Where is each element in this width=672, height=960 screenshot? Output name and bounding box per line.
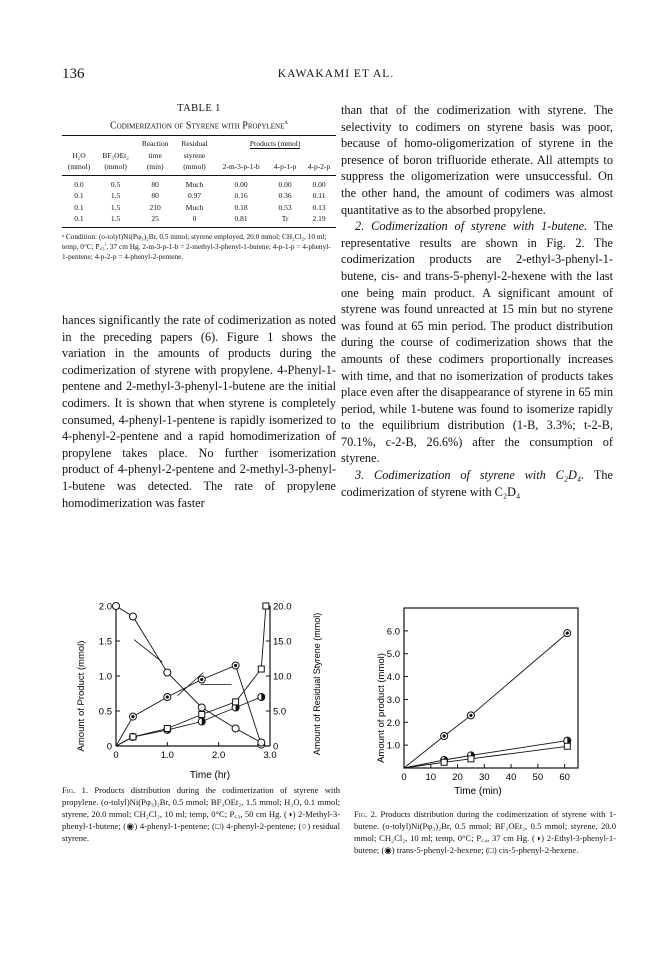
table-grid xyxy=(62,135,336,228)
section-3-heading: 3. Codimerization of styrene with C₂D₄. xyxy=(355,468,585,483)
running-head: KAWAKAMI ET AL. xyxy=(277,68,395,80)
fig2-x-tick-label: 20 xyxy=(452,772,463,783)
fig2-caption-text: Products distribution during the codimerization of styrene with 1-butene. (o-tolyl)Ni(Pφ₃)₂Br, 0.5 mmol; BF₃OEt₂, 0.5 mmol; styrene, 20.0 mmol; CH₂Cl₂, 10 ml; temp, 0°C; P꜀₄, 37 cm Hg. (◑) 2-Ethyl-3-phenyl-1-butene; (◉) trans-5-phenyl-2-hexene; (□) cis-5-phenyl-2-hexene. xyxy=(354,809,616,855)
marker-center xyxy=(166,695,169,698)
fig2-data-point xyxy=(468,756,474,762)
fig2-y-tick-label: 2.0 xyxy=(386,717,400,729)
th-styrene-unit: (mmol) xyxy=(175,161,214,175)
marker-center xyxy=(200,678,203,681)
fig1-y2-tick-label: 5.0 xyxy=(273,706,287,718)
marker-center xyxy=(234,664,237,667)
th-bf3: BF₃OEt₂ xyxy=(102,150,129,160)
fig2-data-point xyxy=(467,712,474,719)
table-caption xyxy=(62,116,336,132)
fig1-y-tick-label: 1.0 xyxy=(98,671,112,683)
fig1-data-point xyxy=(233,699,239,705)
marker-center xyxy=(469,714,472,717)
th-products xyxy=(214,136,336,150)
table-1 xyxy=(62,102,336,262)
figure-2-chart xyxy=(354,598,616,798)
fig1-data-point xyxy=(198,676,205,683)
fig2-y-tick-label: 3.0 xyxy=(386,694,400,706)
fig2-data-point xyxy=(441,759,447,765)
fig1-x-tick-label: 3.0 xyxy=(263,750,277,761)
figure-2-caption xyxy=(354,808,616,856)
fig2-x-tick-label: 0 xyxy=(401,772,407,783)
fig1-data-point xyxy=(164,726,170,732)
fig1-y2-tick-label: 10.0 xyxy=(273,671,292,683)
right-paragraph-1: than that of the codimerization with styrene. The selectivity to codimers on styrene basis was poor, because of homo-oligomerization of styrene in the presence of boron trifluoride etherate. All attempts to suppress the oligomerization were unsuccessful. On the other hand, the amount of codimers was almost quantitative as to the absorbed propylene. xyxy=(341,103,613,217)
page-number: 136 xyxy=(62,66,85,82)
fig1-y-tick-label: 0 xyxy=(106,741,112,753)
fig1-data-point xyxy=(198,704,205,711)
fig1-y2-tick-label: 0 xyxy=(273,741,279,753)
marker-center xyxy=(131,715,134,718)
fig1-y2-tick-label: 20.0 xyxy=(273,601,292,613)
fig2-y-tick-label: 4.0 xyxy=(386,672,400,684)
fig1-data-point xyxy=(263,603,269,609)
th-styrene: styrene xyxy=(183,150,206,160)
section-2-body: The representative results are shown in Fig. 2. The codimerization products are 2-ethyl-3-phenyl-1-butene, cis- and trans-5-phenyl-2-hexene with the last one being main product. A significant amount of styrene was found unreacted at 15 min but no styrene was found at 65 min period. The product distribution during the course of codimerization shows that the amounts of these codimers proportionally increases with time, and that no isomerization of products takes place even after the disappearance of styrene in 65 min period, while 1-butene was found to isomerize rapidly to the equilibrium distribution (1-B, 3.3%; t-2-B, 70.1%, c-2-B, 26.6%) after the consumption of styrene. xyxy=(341,219,613,466)
th-h2o: H₂O xyxy=(72,150,86,160)
th-time: time xyxy=(148,150,162,160)
th-p1: 2-m-3-p-1-b xyxy=(214,161,268,175)
fig2-data-point xyxy=(564,743,570,749)
figure-1-caption xyxy=(62,784,340,844)
table-row: 0.0 0.5 80 Much 0.00 0.00 0.00 xyxy=(74,179,326,189)
left-paragraph: hances significantly the rate of codimerization as noted in the preceding papers (6). Figure 1 shows the variation in the amounts of products during the codimerization of styrene with propylene. 4-Phenyl-1-pentene and 2-methyl-3-phenyl-1-butene are the initial codimers. It is shown that when styrene is completely consumed, 4-phenyl-1-pentene is rapidly isomerized to 4-phenyl-2-pentene and a rapid homodimerization of propylene takes place. No further isomerization product of 4-phenyl-2-pentene and 2-methyl-3-phenyl-1-butene was detected. The rate of propylene homodimerization was faster xyxy=(62,313,336,510)
fig1-x-tick-label: 2.0 xyxy=(212,750,226,761)
fig1-y-tick-label: 2.0 xyxy=(98,601,112,613)
fig2-x-tick-label: 50 xyxy=(532,772,544,783)
fig2-series-line xyxy=(404,633,567,768)
fig1-data-point xyxy=(199,712,205,718)
fig1-data-point xyxy=(164,694,171,701)
fig1-data-point xyxy=(258,739,265,746)
table-title: TABLE 1 xyxy=(177,103,221,114)
th-products-text: Products (mmol) xyxy=(249,139,301,149)
table-caption-mark: a xyxy=(284,118,288,126)
fig1-y-tick-label: 0.5 xyxy=(98,706,112,718)
fig2-series-line xyxy=(404,741,567,768)
fig2-caption-label: Fig. 2. xyxy=(354,809,378,819)
table-row: 0.1 1.5 210 Much 0.18 0.53 0.13 xyxy=(74,202,326,212)
th-residual: Residual xyxy=(175,136,214,150)
figure-1-chart xyxy=(62,596,340,780)
fig1-data-point xyxy=(258,666,264,672)
fig2-x-tick-label: 10 xyxy=(425,772,437,783)
right-paragraph-3 xyxy=(341,467,613,500)
fig1-pointer-arrow xyxy=(178,673,204,696)
th-p2: 4-p-1-p xyxy=(268,161,302,175)
fig1-x-axis-label: Time (hr) xyxy=(189,770,231,780)
fig2-y-tick-label: 5.0 xyxy=(386,649,400,661)
fig2-x-tick-label: 60 xyxy=(559,772,570,783)
fig2-y-axis-label: Amount of product (mmol) xyxy=(376,653,387,763)
fig1-caption-label: Fig. 1. xyxy=(62,785,89,795)
fig1-pointer-arrow xyxy=(134,640,162,662)
right-column-text xyxy=(341,102,613,500)
fig1-data-point xyxy=(164,669,171,676)
table-row: 0.1 1.5 80 0.97 0.16 0.36 0.11 xyxy=(74,191,326,201)
table-footnote: ᵃ Condition: (o-tolyl)Ni(Pφ₃)₂Br, 0.5 mmol; styrene employed, 20.0 mmol; CH₂Cl₂, 10 ml; temp, 0°C; P꜀₃ʹ, 37 cm Hg. 2-m-3-p-1-b = 2-methyl-3-phenyl-1-butene; 4-p-1-p = 4-phenyl-1-pentene; 4-p-2-p = 4-phenyl-2-pentene. xyxy=(62,231,331,261)
fig1-series-line xyxy=(116,606,266,746)
fig2-x-axis-label: Time (min) xyxy=(454,786,502,797)
fig2-y-tick-label: 6.0 xyxy=(386,626,400,638)
left-column-text xyxy=(62,312,336,511)
th-time-unit: (min) xyxy=(135,161,175,175)
fig1-data-point xyxy=(232,725,239,732)
fig2-x-tick-label: 40 xyxy=(505,772,517,783)
table-caption-text: Codimerization of Styrene with Propylene xyxy=(109,120,285,132)
fig2-y-tick-label: 1.0 xyxy=(386,740,400,752)
th-reaction: Reaction xyxy=(135,136,175,150)
fig1-data-point xyxy=(129,713,136,720)
fig1-data-point xyxy=(113,603,120,610)
fig2-data-point xyxy=(441,733,448,740)
fig1-y2-tick-label: 15.0 xyxy=(273,636,292,648)
fig2-plot-frame xyxy=(404,608,578,768)
marker-center xyxy=(443,734,446,737)
fig1-data-point xyxy=(198,718,205,725)
fig1-data-point xyxy=(232,662,239,669)
marker-center xyxy=(566,632,569,635)
th-p3: 4-p-2-p xyxy=(302,161,336,175)
fig1-x-tick-label: 0 xyxy=(113,750,119,761)
fig1-data-point xyxy=(129,613,136,620)
th-bf3-unit: (mmol) xyxy=(96,161,135,175)
fig1-data-point xyxy=(258,694,265,701)
fig1-series-line xyxy=(116,606,261,743)
section-3-body: The codimerization of styrene with C₂D₄ xyxy=(341,468,613,499)
fig1-x-tick-label: 1.0 xyxy=(160,750,174,761)
fig2-series-line xyxy=(404,746,567,768)
fig1-y-axis-label: Amount of Product (mmol) xyxy=(76,640,87,752)
fig2-data-point xyxy=(564,630,571,637)
table-row: 0.1 1.5 25 0 0.81 Tr 2.19 xyxy=(62,213,336,227)
fig1-data-point xyxy=(130,734,136,740)
section-2-heading: 2. Codimerization of styrene with 1-butene. xyxy=(355,219,588,234)
fig1-y-tick-label: 1.5 xyxy=(98,636,112,648)
fig2-x-tick-label: 30 xyxy=(479,772,490,783)
fig1-y2-axis-label: Amount of Residual Styrene (mmol) xyxy=(312,612,322,756)
right-paragraph-2 xyxy=(341,218,613,467)
fig1-caption-text: Products distribution during the codimerization of styrene with propylene. (o-tolyl)Ni(Pφ₃)₂Br, 0.5 mmol; BF₃OEt₂, 1.5 mmol; H₂O, 0.1 mmol; styrene, 20.0 mmol; CH₂Cl₂, 10 ml; temp, 0°C; P꜀₃, 50 cm Hg. (◑) 2-Methyl-3-phenyl-1-butene; (◉) 4-phenyl-1-pentene; (□) 4-phenyl-2-pentene; (○) residual styrene. xyxy=(62,785,341,843)
th-h2o-unit: (mmol) xyxy=(62,161,96,175)
fig1-series-line xyxy=(116,697,261,746)
